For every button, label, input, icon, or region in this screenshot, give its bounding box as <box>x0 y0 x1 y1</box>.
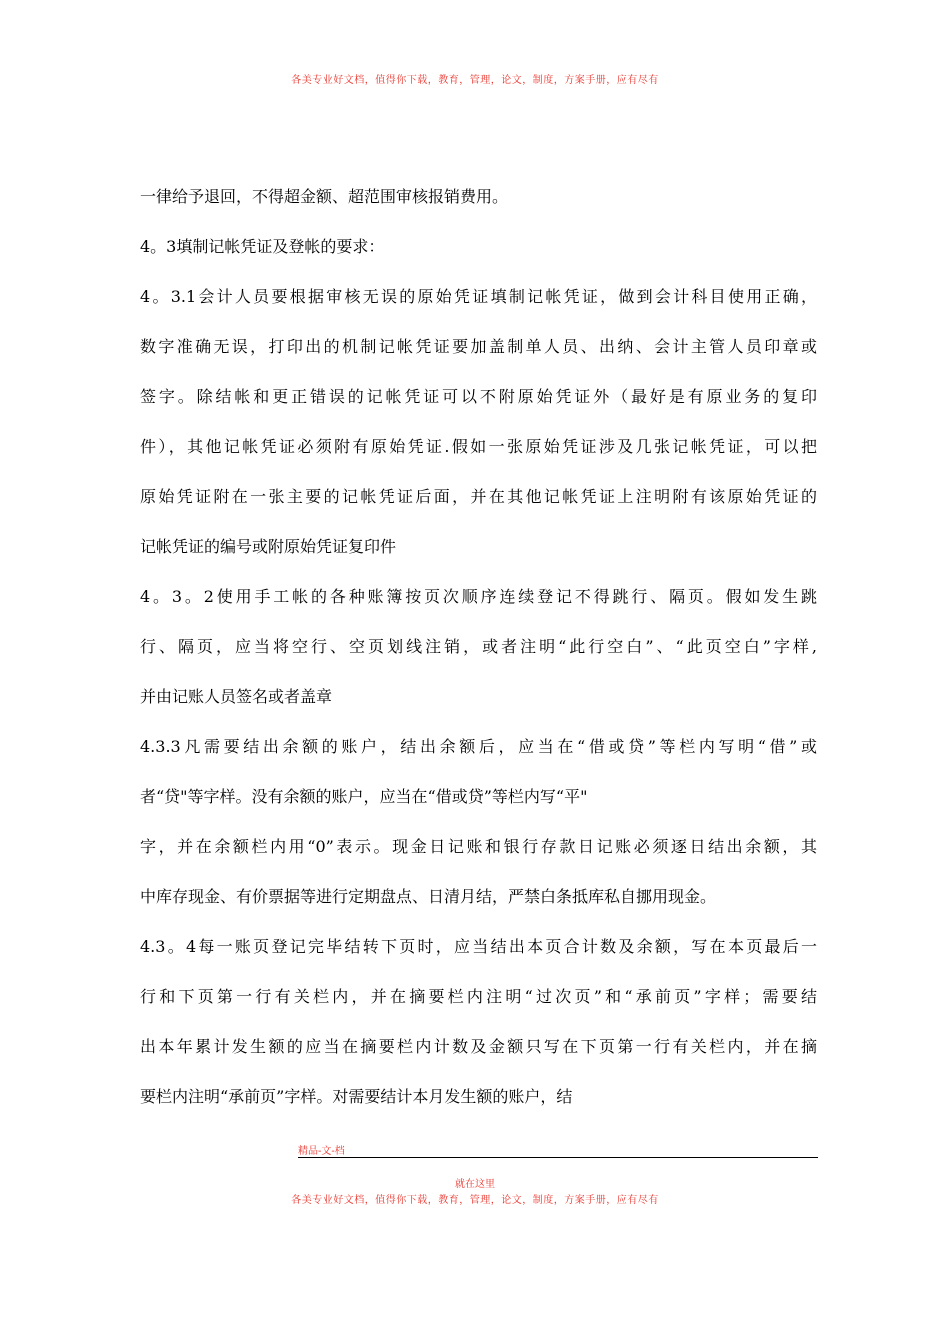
body-line: 并由记账人员签名或者盖章 <box>140 687 333 706</box>
body-line: 4.3。4每一账页登记完毕结转下页时，应当结出本页合计数及余额，写在本页最后一 <box>140 937 817 956</box>
body-line: 件），其他记帐凭证必须附有原始凭证.假如一张原始凭证涉及几张记帐凭证，可以把 <box>140 437 817 456</box>
footer-rule <box>298 1157 818 1158</box>
body-line: 4。3.1会计人员要根据审核无误的原始凭证填制记帐凭证，做到会计科目使用正确， <box>140 287 817 306</box>
body-line: 行、隔页，应当将空行、空页划线注销，或者注明“此行空白”、“此页空白”字样, <box>140 637 817 656</box>
body-line: 出本年累计发生额的应当在摘要栏内计数及金额只写在下页第一行有关栏内，并在摘 <box>140 1037 817 1056</box>
body-line: 记帐凭证的编号或附原始凭证复印件 <box>140 537 397 556</box>
body-line: 一律给予退回，不得超金额、超范围审核报销费用。 <box>140 187 509 206</box>
body-line: 要栏内注明“承前页”字样。对需要结计本月发生额的账户，结 <box>140 1087 573 1106</box>
body-line: 签字。除结帐和更正错误的记帐凭证可以不附原始凭证外（最好是有原业务的复印 <box>140 387 817 406</box>
body-line: 字，并在余额栏内用“0”表示。现金日记账和银行存款日记账必须逐日结出余额，其 <box>140 837 817 856</box>
body-line: 数字准确无误，打印出的机制记帐凭证要加盖制单人员、出纳、会计主管人员印章或 <box>140 337 817 356</box>
header-banner: 各美专业好文档，值得你下载，教育，管理，论文，制度，方案手册，应有尽有 <box>291 75 659 86</box>
body-line: 4。3填制记帐凭证及登帐的要求： <box>140 237 385 256</box>
body-line: 者“贷"等字样。没有余额的账户，应当在“借或贷”等栏内写“平" <box>140 787 588 806</box>
body-line: 中库存现金、有价票据等进行定期盘点、日清月结，严禁白条抵库私自挪用现金。 <box>140 887 717 906</box>
footer-subtitle: 就在这里 <box>455 1179 495 1190</box>
body-line: 4。3。2使用手工帐的各种账簿按页次顺序连续登记不得跳行、隔页。假如发生跳 <box>140 587 817 606</box>
footer-label: 精品-文-档 <box>298 1146 345 1157</box>
footer-banner: 各美专业好文档，值得你下载，教育，管理，论文，制度，方案手册，应有尽有 <box>291 1195 659 1206</box>
body-line: 原始凭证附在一张主要的记帐凭证后面，并在其他记帐凭证上注明附有该原始凭证的 <box>140 487 817 506</box>
body-line: 行和下页第一行有关栏内，并在摘要栏内注明“过次页”和“承前页”字样；需要结 <box>140 987 817 1006</box>
body-line: 4.3.3凡需要结出余额的账户，结出余额后，应当在“借或贷”等栏内写明“借”或 <box>140 737 817 756</box>
